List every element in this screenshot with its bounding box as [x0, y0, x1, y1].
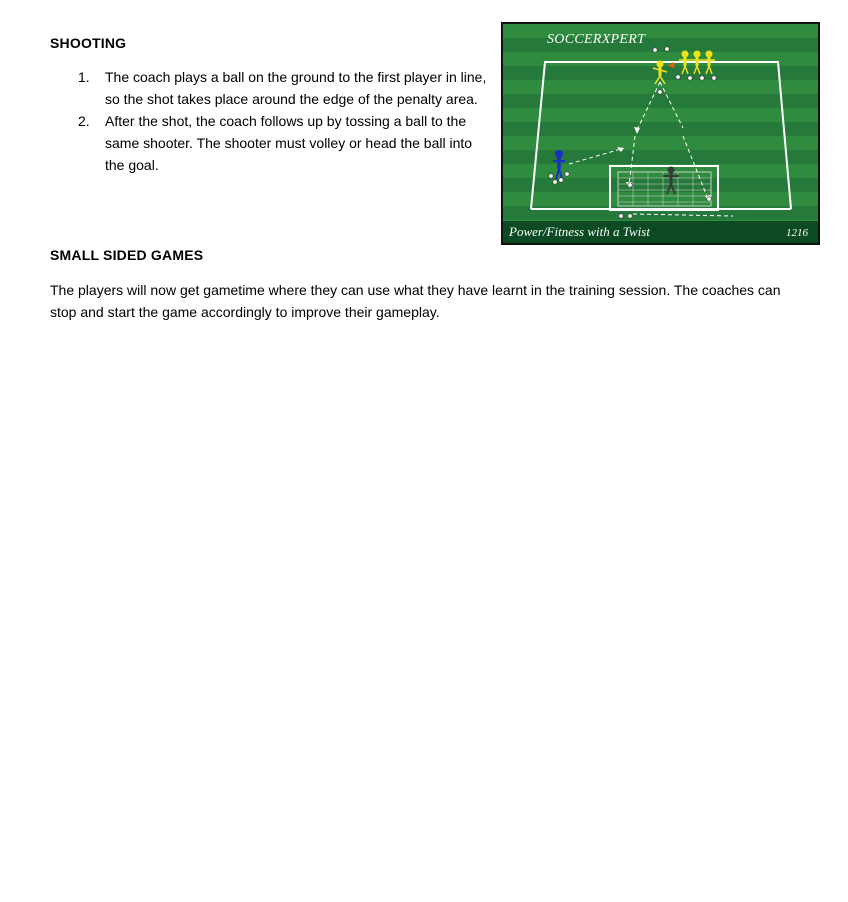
brand-logo-text: SOCCERXPERT: [547, 32, 646, 47]
step-text: After the shot, the coach follows up by tossing a ball to the same shooter. The shooter must volley or head the ball into the goal.: [105, 113, 473, 173]
step-number: 2.: [78, 113, 90, 129]
diagram-caption: Power/Fitness with a Twist: [509, 224, 650, 239]
step-text: The coach plays a ball on the ground to the first player in line, so the shot takes place around the edge of the penalty area.: [105, 69, 487, 107]
shooting-steps-list: [50, 66, 490, 176]
list-item: [50, 110, 490, 176]
goal: [610, 166, 718, 210]
pitch-drawing: [503, 24, 818, 243]
small-sided-games-heading: SMALL SIDED GAMES: [50, 247, 204, 263]
balls: [549, 47, 716, 218]
coach-figure: [553, 151, 565, 180]
shooting-heading: SHOOTING: [50, 35, 127, 51]
shooting-drill-diagram: [501, 22, 820, 245]
step-number: 1.: [78, 69, 90, 85]
player-line: [653, 51, 715, 84]
small-sided-games-paragraph: The players will now get gametime where they can use what they have learnt in the training session. The coaches can stop and start the game accordingly to improve their gameplay.: [50, 282, 781, 320]
list-item: [50, 66, 490, 110]
diagram-code: 1216: [786, 227, 808, 239]
